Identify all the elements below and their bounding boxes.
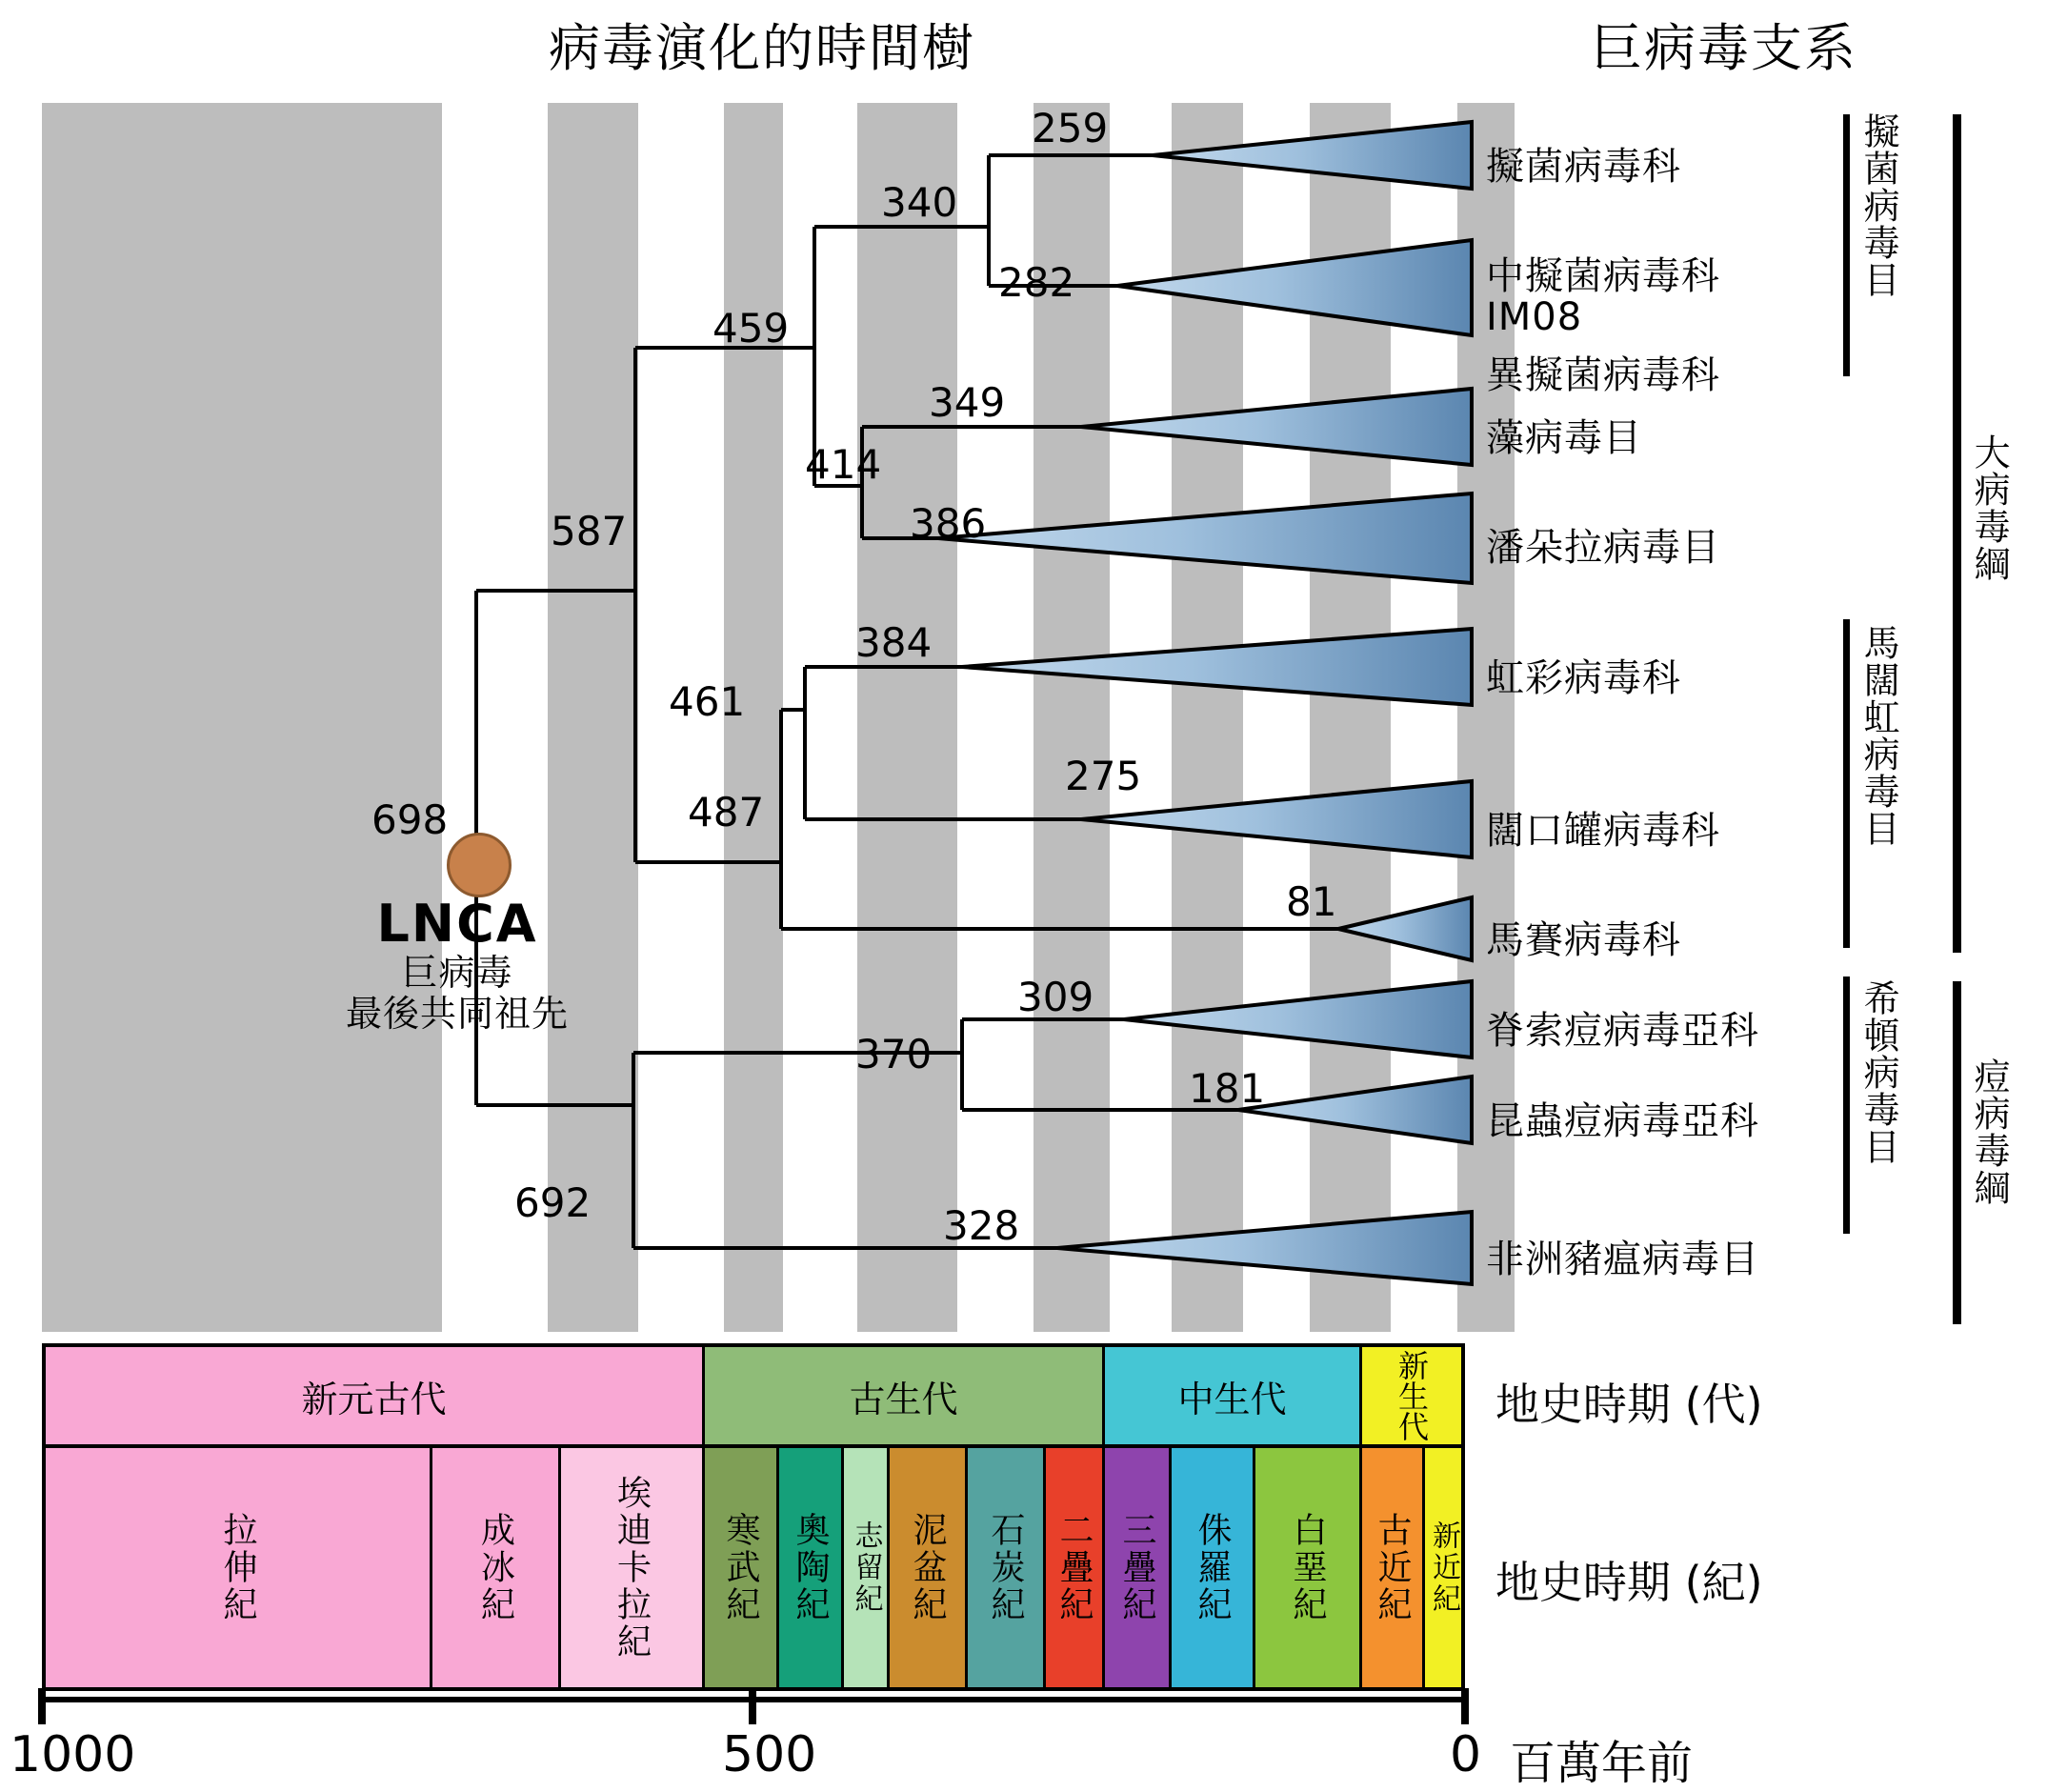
taxon-label-algavirales: 藻病毒目	[1486, 416, 1642, 460]
lnca-line1: 巨病毒	[401, 952, 513, 995]
period-cell-cambrian	[705, 1448, 779, 1691]
bracket-megavirales	[1953, 114, 1961, 953]
node-age-349: 349	[929, 379, 1006, 426]
period-cell-cryogenian	[432, 1448, 561, 1691]
clade-label-pokkesviricetes: 痘病毒綱	[1968, 1057, 2011, 1206]
node-age-328: 328	[943, 1202, 1020, 1249]
node-age-81: 81	[1286, 878, 1337, 925]
taxon-label-ascoviridae: 闊口罐病毒科	[1486, 809, 1720, 853]
node-age-461: 461	[669, 678, 746, 725]
taxon-label-entomopoxvirinae: 昆蟲痘病毒亞科	[1486, 1099, 1759, 1143]
period-label-tonian: 拉伸紀	[218, 1512, 257, 1623]
node-age-487: 487	[688, 789, 765, 836]
axis-tick-500: 500	[722, 1726, 817, 1783]
period-cell-jurassic	[1172, 1448, 1255, 1691]
page-title-left: 病毒演化的時間樹	[549, 18, 975, 78]
era-row-label: 地史時期 (代)	[1495, 1379, 1763, 1430]
period-label-paleogene: 古近紀	[1373, 1512, 1412, 1623]
node-age-384: 384	[855, 619, 933, 666]
period-cell-ediacaran	[561, 1448, 705, 1691]
axis-unit-label: 百萬年前	[1510, 1737, 1694, 1790]
page-title-right: 巨病毒支系	[1591, 18, 1857, 78]
axis-tick-1000: 1000	[10, 1726, 136, 1783]
taxon-label-chordopoxvirinae: 脊索痘病毒亞科	[1486, 1009, 1759, 1053]
clade-label-chitovirales: 希頓病毒目	[1857, 979, 1900, 1165]
period-label-permian: 二疊紀	[1054, 1512, 1094, 1623]
period-cell-cretaceous	[1255, 1448, 1362, 1691]
clade-label-megavirales: 大病毒綱	[1968, 433, 2011, 582]
clade-label-mimivirales: 擬菌病毒目	[1857, 112, 1900, 298]
lnca-line2: 最後共同祖先	[345, 993, 569, 1036]
node-age-692: 692	[514, 1179, 592, 1226]
taxon-label-iridoviridae: 虹彩病毒科	[1486, 656, 1681, 700]
taxon-label-pandoravirales: 潘朵拉病毒目	[1486, 526, 1720, 570]
node-age-587: 587	[551, 508, 628, 554]
taxon-label-mimiviridae: 擬菌病毒科	[1486, 145, 1681, 189]
taxon-label-asfarvirales: 非洲豬瘟病毒目	[1486, 1238, 1759, 1281]
period-label-devonian: 泥盆紀	[908, 1512, 947, 1623]
taxon-label-im08: IM08	[1486, 295, 1583, 339]
node-age-370: 370	[855, 1031, 933, 1077]
clade-label-pimascovirales: 馬闊虹病毒目	[1857, 624, 1900, 847]
era-cell-cenozoic-label: 新生代	[1394, 1350, 1430, 1441]
bracket-mimivirales	[1843, 114, 1850, 376]
period-cell-ordovician	[779, 1448, 844, 1691]
era-cell-mesozoic: 中生代	[1105, 1343, 1362, 1448]
period-cell-neogene	[1425, 1448, 1465, 1691]
node-age-275: 275	[1065, 753, 1142, 799]
lnca-node-dot	[447, 833, 512, 897]
period-label-triassic: 三疊紀	[1117, 1512, 1156, 1623]
era-cell-cenozoic	[1362, 1343, 1465, 1448]
period-cell-paleogene	[1362, 1448, 1425, 1691]
period-cell-tonian	[42, 1448, 432, 1691]
bracket-chitovirales	[1843, 977, 1850, 1234]
period-label-neogene: 新近紀	[1427, 1520, 1460, 1615]
period-cell-devonian	[890, 1448, 968, 1691]
node-age-698: 698	[371, 796, 449, 843]
taxon-label-mesomimiviridae: 中擬菌病毒科	[1486, 254, 1720, 298]
period-label-ediacaran: 埃迪卡拉紀	[612, 1475, 652, 1661]
taxon-label-marseilleviridae: 馬賽病毒科	[1486, 918, 1681, 962]
period-cell-silurian	[844, 1448, 890, 1691]
bracket-pokkesviricetes	[1953, 981, 1961, 1324]
period-cell-triassic	[1105, 1448, 1172, 1691]
node-age-340: 340	[881, 179, 958, 226]
axis-tick-0: 0	[1450, 1726, 1482, 1783]
lnca-label	[233, 896, 681, 1035]
node-age-259: 259	[1032, 105, 1109, 151]
node-age-282: 282	[998, 259, 1075, 306]
period-label-silurian: 志留紀	[849, 1520, 883, 1615]
period-row-label: 地史時期 (紀)	[1495, 1557, 1763, 1608]
node-age-309: 309	[1017, 974, 1094, 1020]
period-label-ordovician: 奧陶紀	[791, 1512, 830, 1623]
period-cell-permian	[1046, 1448, 1105, 1691]
period-label-carboniferous: 石炭紀	[986, 1512, 1025, 1623]
taxon-label-allomimiviridae: 異擬菌病毒科	[1486, 353, 1720, 397]
era-cell-paleozoic: 古生代	[705, 1343, 1105, 1448]
period-cell-carboniferous	[968, 1448, 1046, 1691]
period-label-jurassic: 侏羅紀	[1193, 1512, 1232, 1623]
period-label-cretaceous: 白堊紀	[1288, 1512, 1327, 1623]
bracket-pimascovirales	[1843, 619, 1850, 948]
node-age-459: 459	[712, 305, 790, 352]
node-age-181: 181	[1189, 1065, 1266, 1112]
node-age-386: 386	[910, 500, 987, 547]
lnca-name: LNCA	[376, 894, 538, 954]
era-cell-neoproterozoic: 新元古代	[42, 1343, 705, 1448]
period-label-cambrian: 寒武紀	[721, 1512, 760, 1623]
period-label-cryogenian: 成冰紀	[475, 1512, 515, 1623]
node-age-414: 414	[805, 441, 882, 488]
